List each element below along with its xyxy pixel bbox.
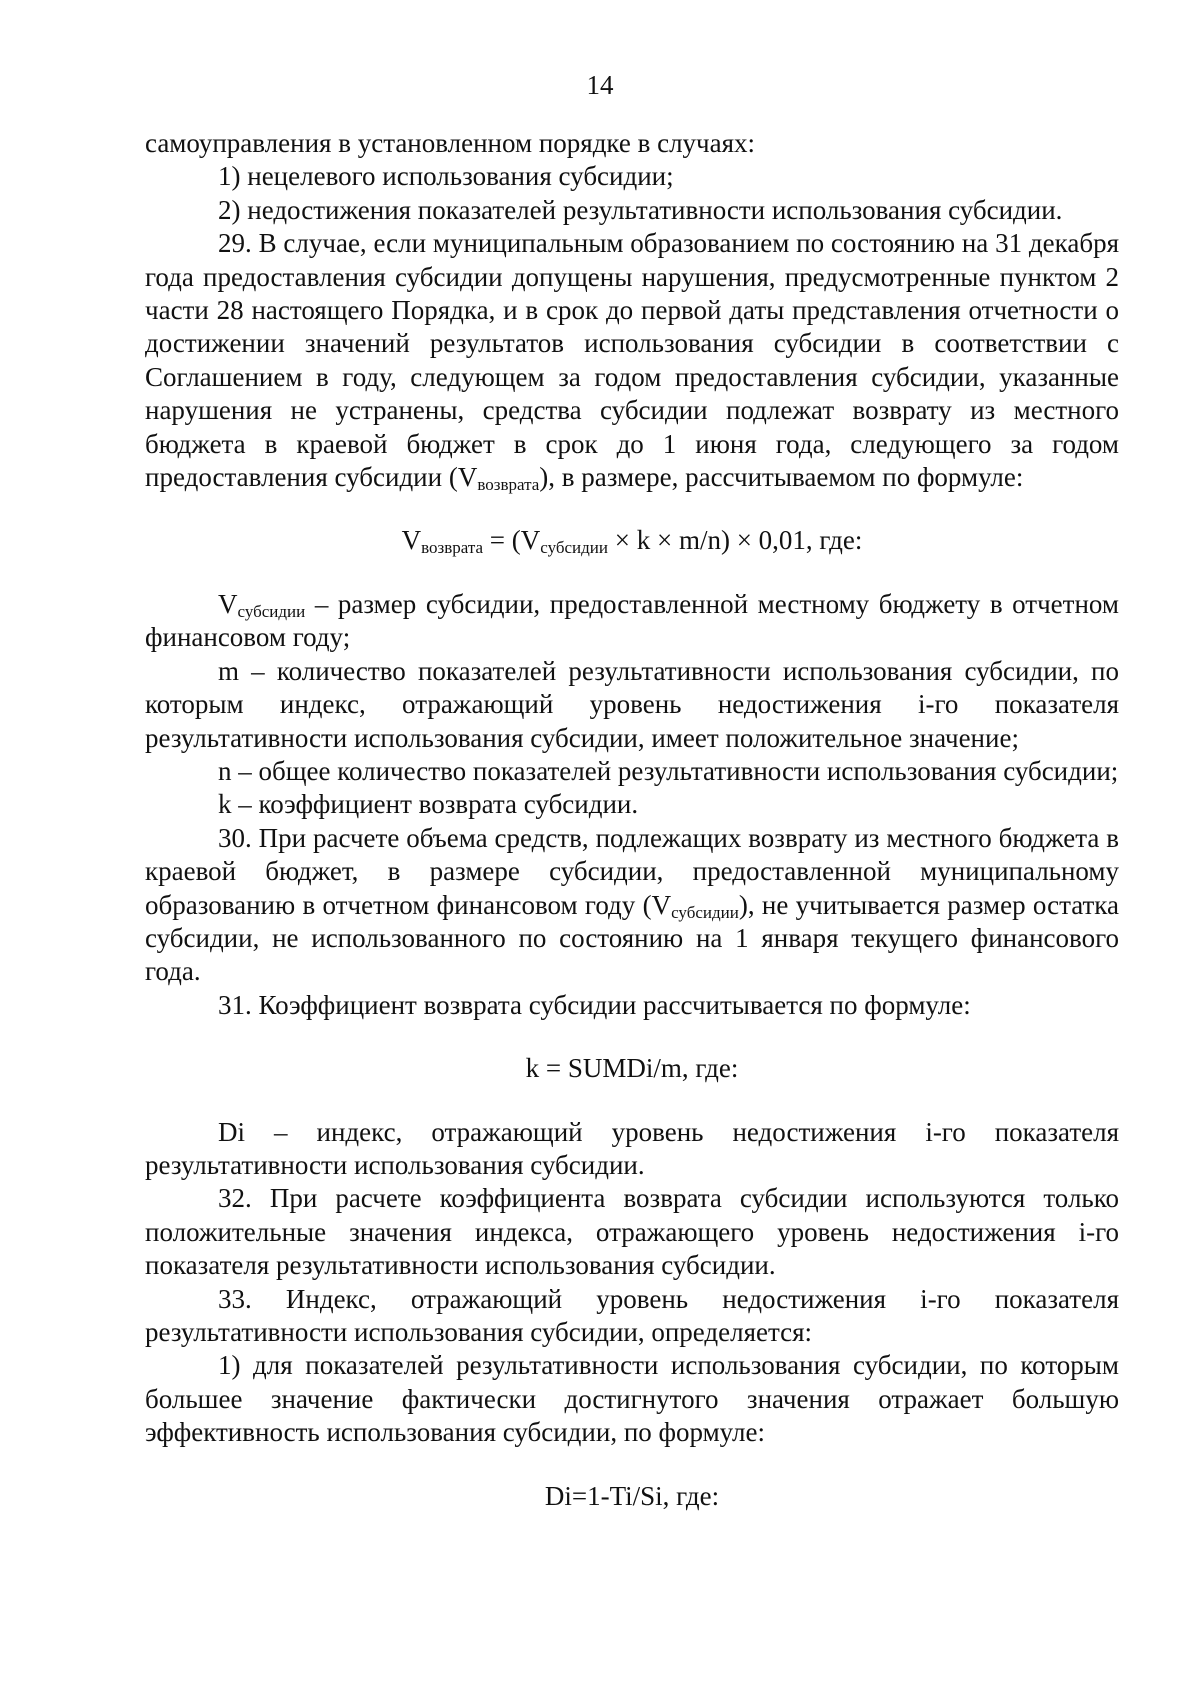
definition-m: m – количество показателей результативности использования субсидии, по которым индекс, отражающий уровень недостижения i-го показателя результативности использования субсидии, имеет положительное значение; [145, 655, 1119, 753]
paragraph-30-text-end: ), не учитывается размер остатка субсидии, не использованного по состоянию на 1 января текущего финансового года. [145, 889, 1119, 987]
definition-sub: субсидии [237, 601, 306, 621]
definition-var: V [218, 588, 238, 619]
formula-v-vozvrata [145, 524, 1119, 557]
paragraph-30-text: 30. При расчете объема средств, подлежащих возврату из местного бюджета в краевой бюджет, в размере субсидии, предоставленной муниципальному образованию в отчетном финансовом году (V [145, 822, 1119, 920]
formula-var-v: V [401, 525, 422, 556]
paragraph-30 [145, 822, 1119, 989]
document-body [145, 127, 1119, 1513]
definition-n: n – общее количество показателей результативности использования субсидии; [218, 755, 1119, 786]
list-item-1: 1) нецелевого использования субсидии; [218, 161, 674, 192]
definition-text: – размер субсидии, предоставленной местному бюджету в отчетном финансовом году; [145, 588, 1119, 653]
paragraph-29 [145, 227, 1119, 494]
definition-v-subsidii [145, 588, 1119, 655]
formula-sub-vozvrata: возврата [421, 538, 484, 558]
formula-di: Di=1-Ti/Si, где: [544, 1480, 720, 1511]
paragraph-33-item-1: 1) для показателей результативности использования субсидии, по которым большее значение фактически достигнутого значения отражает большую эффективность использования субсидии, по формуле: [145, 1350, 1119, 1448]
paragraph-32: 32. При расчете коэффициента возврата субсидии используются только положительные значения индекса, отражающего уровень недостижения i-го показателя результативности использования субсидии. [145, 1183, 1119, 1281]
formula-part-end: × k × m/n) × 0,01, где: [608, 525, 863, 556]
paragraph-29-text-end: ), в размере, рассчитываемом по формуле: [539, 462, 1024, 493]
formula-sub-subsidii: субсидии [540, 538, 608, 558]
page-number: 14 [586, 70, 614, 100]
definition-di: Di – индекс, отражающий уровень недостижения i-го показателя результативности использования субсидии. [145, 1116, 1119, 1180]
formula-k: k = SUMDi/m, где: [525, 1053, 739, 1084]
paragraph-continuation: самоуправления в установленном порядке в случаях: [145, 128, 756, 158]
paragraph-31: 31. Коэффициент возврата субсидии рассчитывается по формуле: [218, 989, 971, 1020]
paragraph-33: 33. Индекс, отражающий уровень недостижения i-го показателя результативности использования субсидии, определяется: [145, 1283, 1119, 1347]
definition-k: k – коэффициент возврата субсидии. [218, 789, 639, 820]
formula-part: = (V [483, 525, 541, 556]
subscript-vozvrata: возврата [477, 475, 540, 495]
list-item-2: 2) недостижения показателей результативности использования субсидии. [218, 194, 1063, 225]
subscript-subsidii: субсидии [671, 902, 739, 922]
paragraph-29-text: 29. В случае, если муниципальным образованием по состоянию на 31 декабря года предоставления субсидии допущены нарушения, предусмотренные пунктом 2 части 28 настоящего Порядка, и в срок до первой даты представления отчетности о достижении значений результатов использования субсидии в соответствии с Соглашением в году, следующем за годом предоставления субсидии, указанные нарушения не устранены, средства субсидии подлежат возврату из местного бюджета в краевой бюджет в срок до 1 июня года, следующего за годом предоставления субсидии (V [145, 228, 1119, 493]
